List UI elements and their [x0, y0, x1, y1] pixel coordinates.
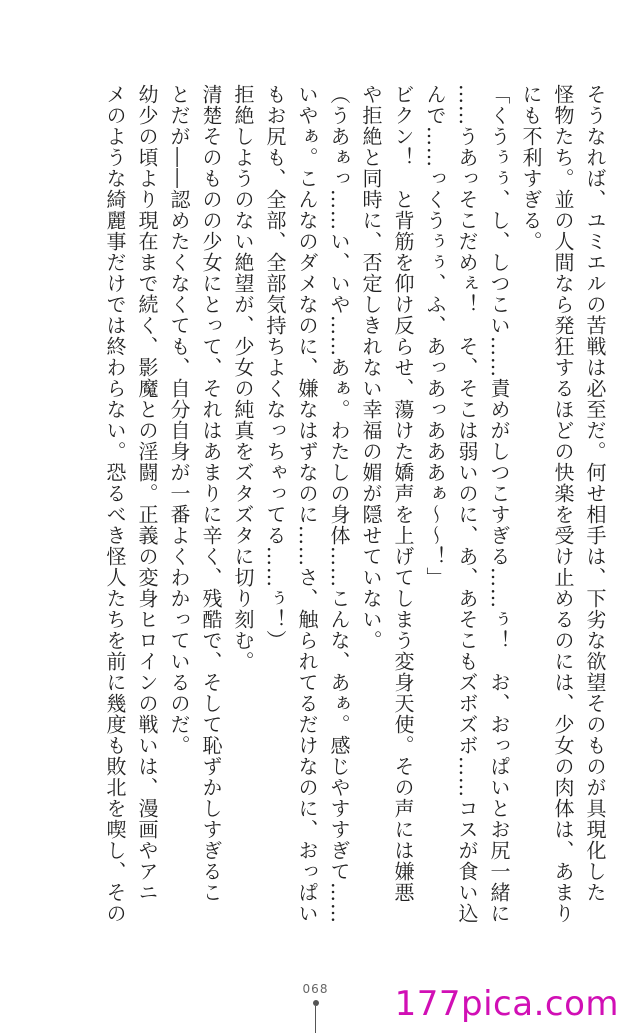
text-line: メのような綺麗事だけでは終わらない。恐るべき怪人たちを前に幾度も敗北を喫し、その: [103, 84, 127, 924]
text-line: いやぁ。こんなのダメなのに、嫌なはずなのに……さ、触られてるだけなのに、おっぱい: [295, 84, 319, 924]
text-line: ……うあっそこだめぇ！ そ、そこは弱いのに、あ、あそこもズボズボ……コスが食い込: [455, 84, 479, 924]
text-line: 怪物たち。並の人間なら発狂するほどの快楽を受け止めるのには、少女の肉体は、あまり: [551, 84, 575, 924]
page-marker-dot: [313, 1000, 319, 1006]
text-line: （うあぁっ……い、いや……あぁ。わたしの身体……こんな、あぁ。感じやすすぎて……: [327, 84, 351, 924]
text-line: 拒絶しようのない絶望が、少女の純真をズタズタに切り刻む。: [231, 84, 255, 672]
text-line: 「くうぅぅ、し、しつこい……責めがしつこすぎる……ぅ！ お、おっぱいとお尻一緒に: [487, 84, 511, 924]
text-line: や拒絶と同時に、否定しきれない幸福の媚が隠せていない。: [359, 84, 383, 651]
text-line: 清楚そのものの少女にとって、それはあまりに辛く、残酷で、そして恥ずかしすぎるこ: [199, 84, 223, 903]
page-number: 068: [302, 982, 329, 996]
watermark: 177pica.com: [394, 984, 619, 1024]
text-line: とだが――認めたくなくても、自分自身が一番よくわかっているのだ。: [167, 84, 191, 756]
text-line: もお尻も、全部、全部気持ちよくなっちゃってる……ぅ！）: [263, 84, 287, 651]
text-line: んで……っくうぅぅ、ふ、あっあっあああぁ〜〜！」: [423, 84, 447, 588]
novel-body-text: [21, 84, 611, 952]
text-line: ビクン！ と背筋を仰け反らせ、蕩けた嬌声を上げてしまう変身天使。その声には嫌悪: [391, 84, 415, 903]
text-line: 幼少の頃より現在まで続く、影魔との淫闘。正義の変身ヒロインの戦いは、漫画やアニ: [135, 84, 159, 903]
page-marker-stem: [315, 1006, 316, 1033]
text-line: にも不利すぎる。: [519, 84, 543, 252]
page-marker-icon: [313, 1000, 319, 1033]
text-line: そうなれば、ユミエルの苦戦は必至だ。何せ相手は、下劣な欲望そのものが具現化した: [583, 84, 607, 903]
